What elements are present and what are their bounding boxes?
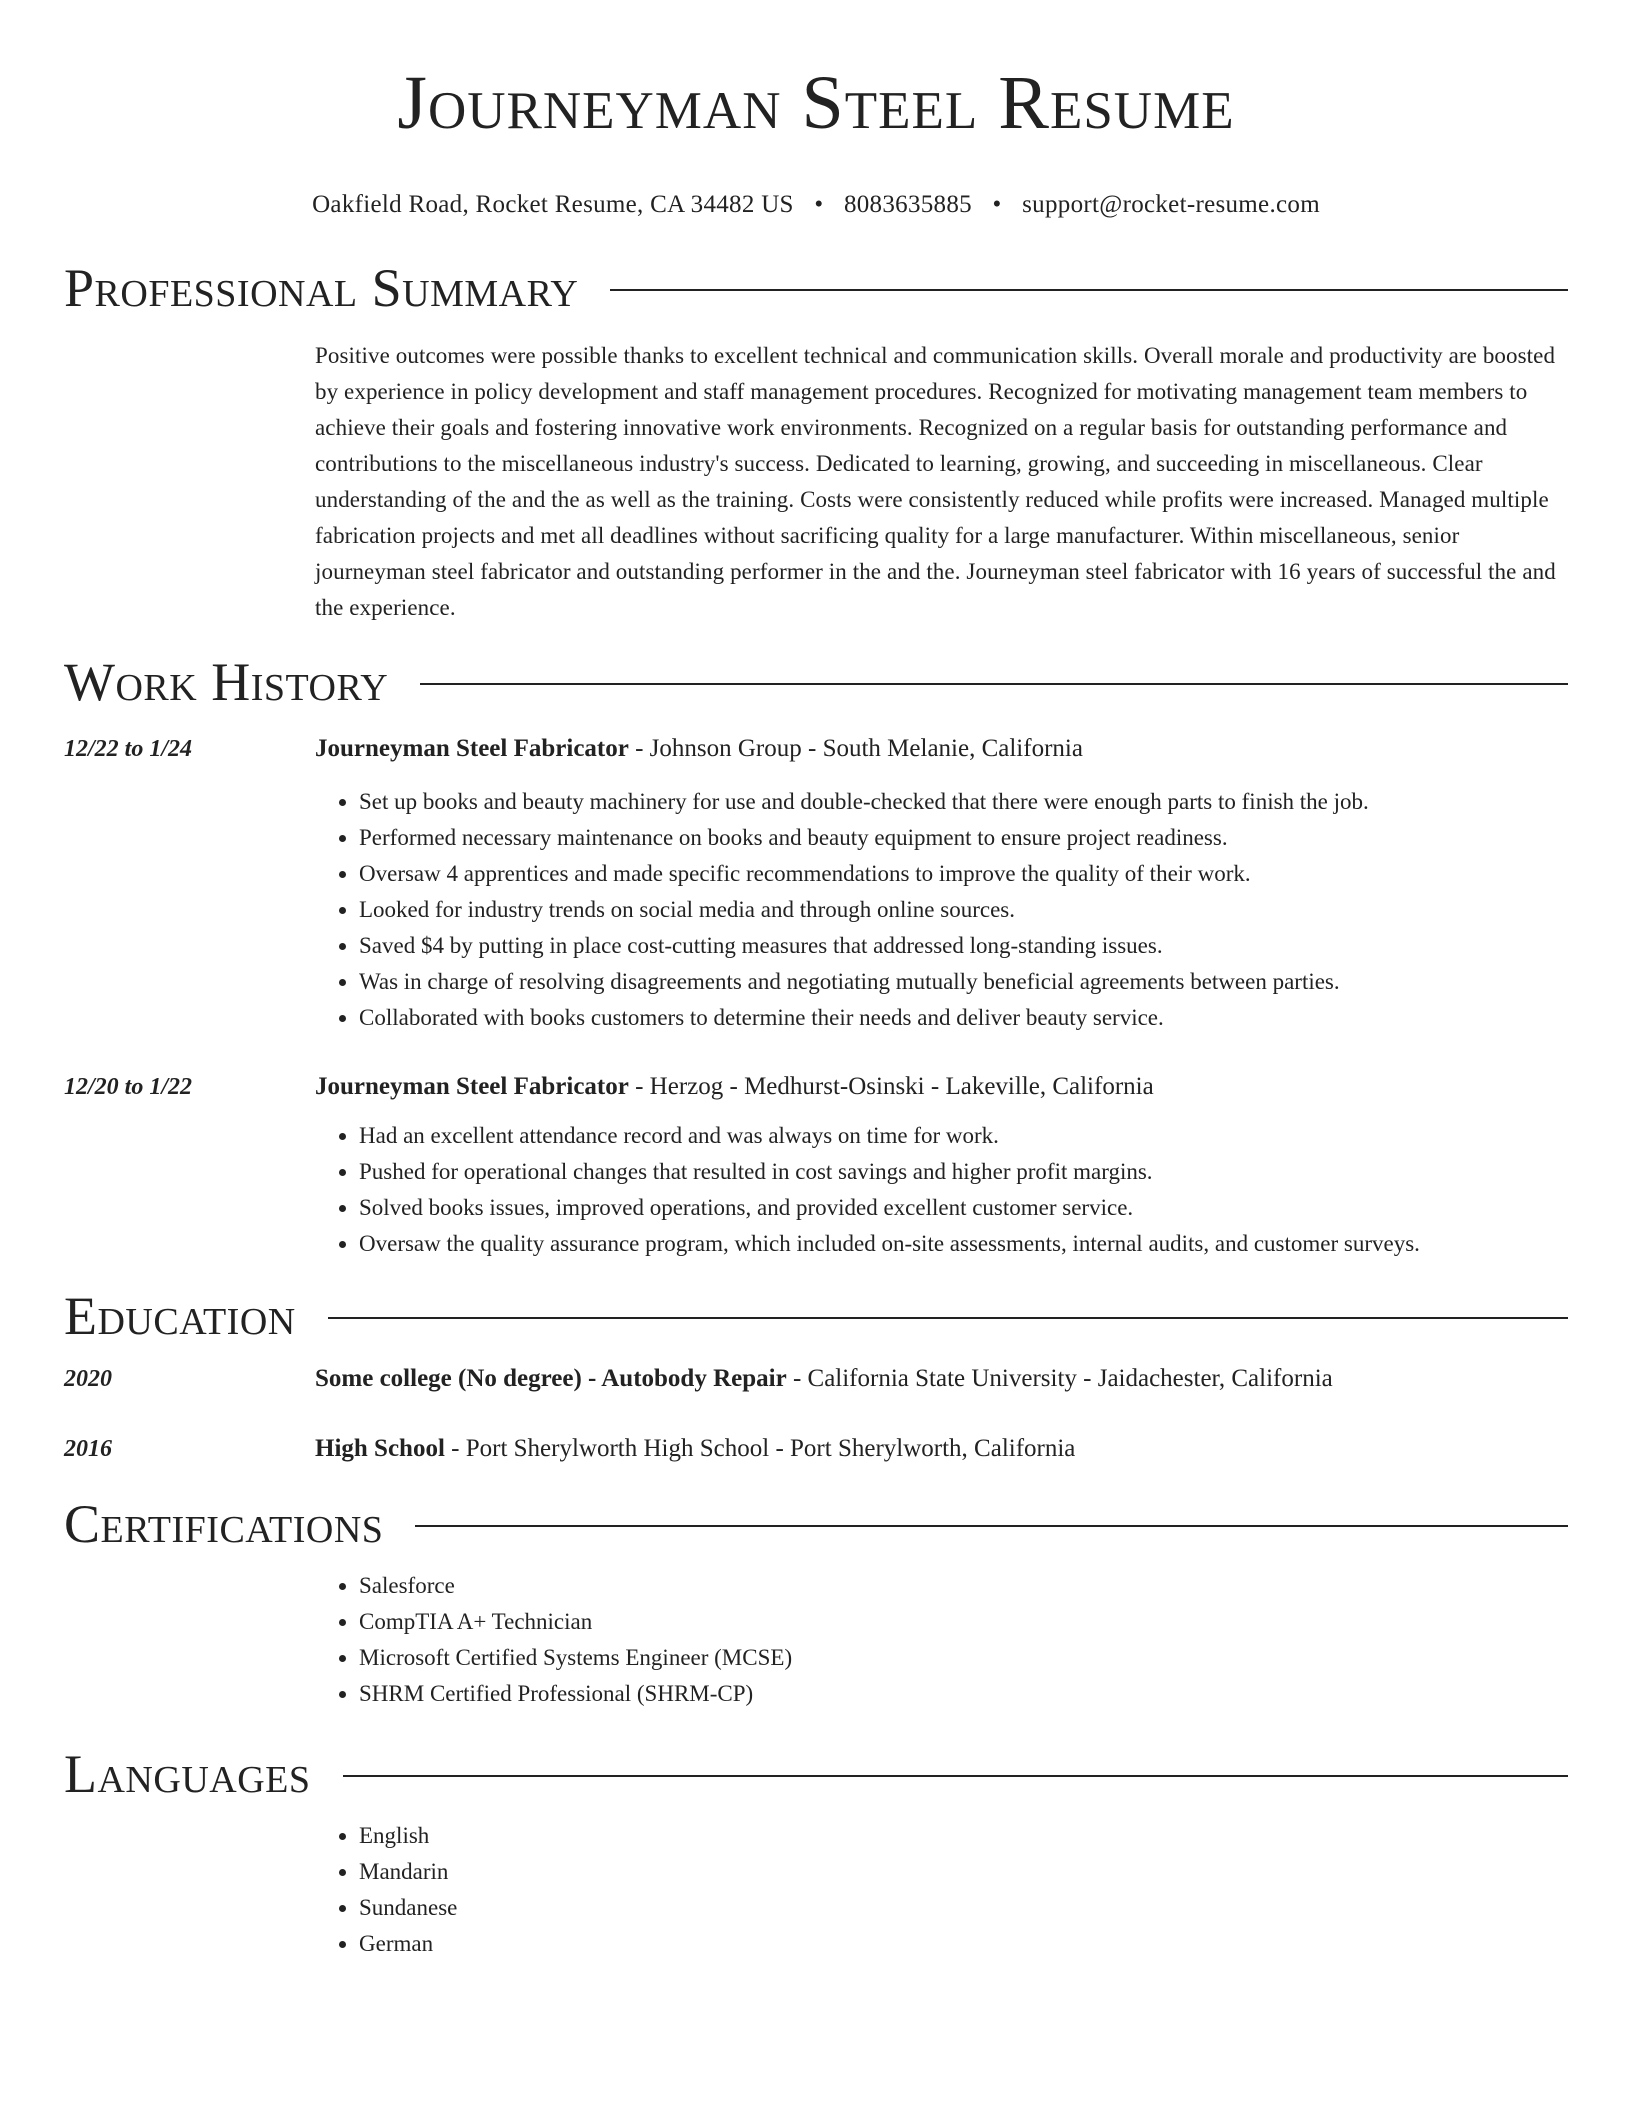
list-item: • Performed necessary maintenance on books and beauty equipment to ensure project readiness.: [359, 820, 1568, 856]
languages-section-title: Languages: [64, 1744, 311, 1804]
list-item: • English: [359, 1818, 1568, 1854]
contact-email: support@rocket-resume.com: [1022, 191, 1320, 218]
list-item: • German: [359, 1926, 1568, 1962]
section-divider: [415, 1525, 1568, 1527]
job-entry: [64, 732, 1568, 1036]
list-item: • Microsoft Certified Systems Engineer (MCSE): [359, 1640, 1568, 1676]
certifications-section-header: [64, 1492, 1568, 1556]
education-year: 2020: [64, 1366, 112, 1392]
list-item: • Sundanese: [359, 1890, 1568, 1926]
list-item: • Oversaw 4 apprentices and made specific recommendations to improve the quality of their work.: [359, 856, 1568, 892]
list-item: • Set up books and beauty machinery for use and double-checked that there were enough parts to finish the job.: [359, 784, 1568, 820]
list-item: • Oversaw the quality assurance program, which included on-site assessments, internal audits, and customer surveys.: [359, 1226, 1568, 1262]
section-divider: [328, 1317, 1568, 1319]
list-item: • Had an excellent attendance record and was always on time for work.: [359, 1118, 1568, 1154]
contact-separator: •: [992, 191, 1002, 218]
education-degree: Some college (No degree) - Autobody Repair: [315, 1365, 787, 1392]
summary-section-header: [64, 256, 1568, 320]
list-item: • Saved $4 by putting in place cost-cutting measures that addressed long-standing issues.: [359, 928, 1568, 964]
job-details: - Herzog - Medhurst-Osinski - Lakeville, California: [628, 1073, 1154, 1100]
job-bullets: [315, 1118, 1568, 1262]
education-section-title: Education: [64, 1286, 296, 1346]
certifications-list: [315, 1568, 1568, 1712]
section-divider: [610, 289, 1568, 291]
education-details: - California State University - Jaidachester, California: [786, 1365, 1333, 1392]
list-item: • SHRM Certified Professional (SHRM-CP): [359, 1676, 1568, 1712]
section-divider: [343, 1775, 1569, 1777]
job-title-line: [315, 1070, 1568, 1104]
job-bullets: [315, 784, 1568, 1036]
certifications-section-title: Certifications: [64, 1494, 384, 1554]
languages-section-header: [64, 1742, 1568, 1806]
job-title-line: [315, 732, 1568, 766]
work-section-header: [64, 650, 1568, 714]
education-details: - Port Sherylworth High School - Port Sherylworth, California: [444, 1435, 1076, 1462]
job-dates: 12/20 to 1/22: [64, 1074, 193, 1100]
list-item: • Collaborated with books customers to determine their needs and deliver beauty service.: [359, 1000, 1568, 1036]
list-item: • Salesforce: [359, 1568, 1568, 1604]
list-item: • Solved books issues, improved operations, and provided excellent customer service.: [359, 1190, 1568, 1226]
education-line: [315, 1432, 1568, 1466]
education-section-header: [64, 1284, 1568, 1348]
list-item: • Mandarin: [359, 1854, 1568, 1890]
job-details: - Johnson Group - South Melanie, California: [628, 735, 1083, 762]
summary-text: Positive outcomes were possible thanks to excellent technical and communication skills. Overall morale and productivity are boosted by experience in policy development and staff management procedures. Recognized for motivating management team members to achieve their goals and fostering innovative work environments. Recognized on a regular basis for outstanding performance and contributions to the miscellaneous industry's success. Dedicated to learning, growing, and succeeding in miscellaneous. Clear understanding of the and the as well as the training. Costs were consistently reduced while profits were increased. Managed multiple fabrication projects and met all deadlines without sacrificing quality for a large manufacturer. Within miscellaneous, senior journeyman steel fabricator and outstanding performer in the and the. Journeyman steel fabricator with 16 years of successful the and the experience.: [315, 343, 1556, 620]
job-entry: [64, 1070, 1568, 1262]
job-role: Journeyman Steel Fabricator: [315, 735, 629, 762]
list-item: • Looked for industry trends on social media and through online sources.: [359, 892, 1568, 928]
education-line: [315, 1362, 1568, 1396]
list-item: • CompTIA A+ Technician: [359, 1604, 1568, 1640]
work-section-title: Work History: [64, 652, 389, 712]
list-item: • Was in charge of resolving disagreements and negotiating mutually beneficial agreements between parties.: [359, 964, 1568, 1000]
education-entry: [64, 1362, 1568, 1396]
education-degree: High School: [315, 1435, 445, 1462]
contact-separator: •: [814, 191, 824, 218]
languages-list: [315, 1818, 1568, 1962]
job-dates: 12/22 to 1/24: [64, 736, 193, 762]
resume-title: Journeyman Steel Resume: [397, 61, 1235, 145]
list-item: • Pushed for operational changes that resulted in cost savings and higher profit margins.: [359, 1154, 1568, 1190]
education-year: 2016: [64, 1436, 112, 1462]
contact-phone: 8083635885: [843, 191, 972, 218]
education-entry: [64, 1432, 1568, 1466]
section-divider: [420, 683, 1568, 685]
contact-line: [64, 190, 1568, 220]
summary-section-title: Professional Summary: [64, 258, 579, 318]
job-role: Journeyman Steel Fabricator: [315, 1073, 629, 1100]
contact-address: Oakfield Road, Rocket Resume, CA 34482 US: [312, 191, 794, 218]
